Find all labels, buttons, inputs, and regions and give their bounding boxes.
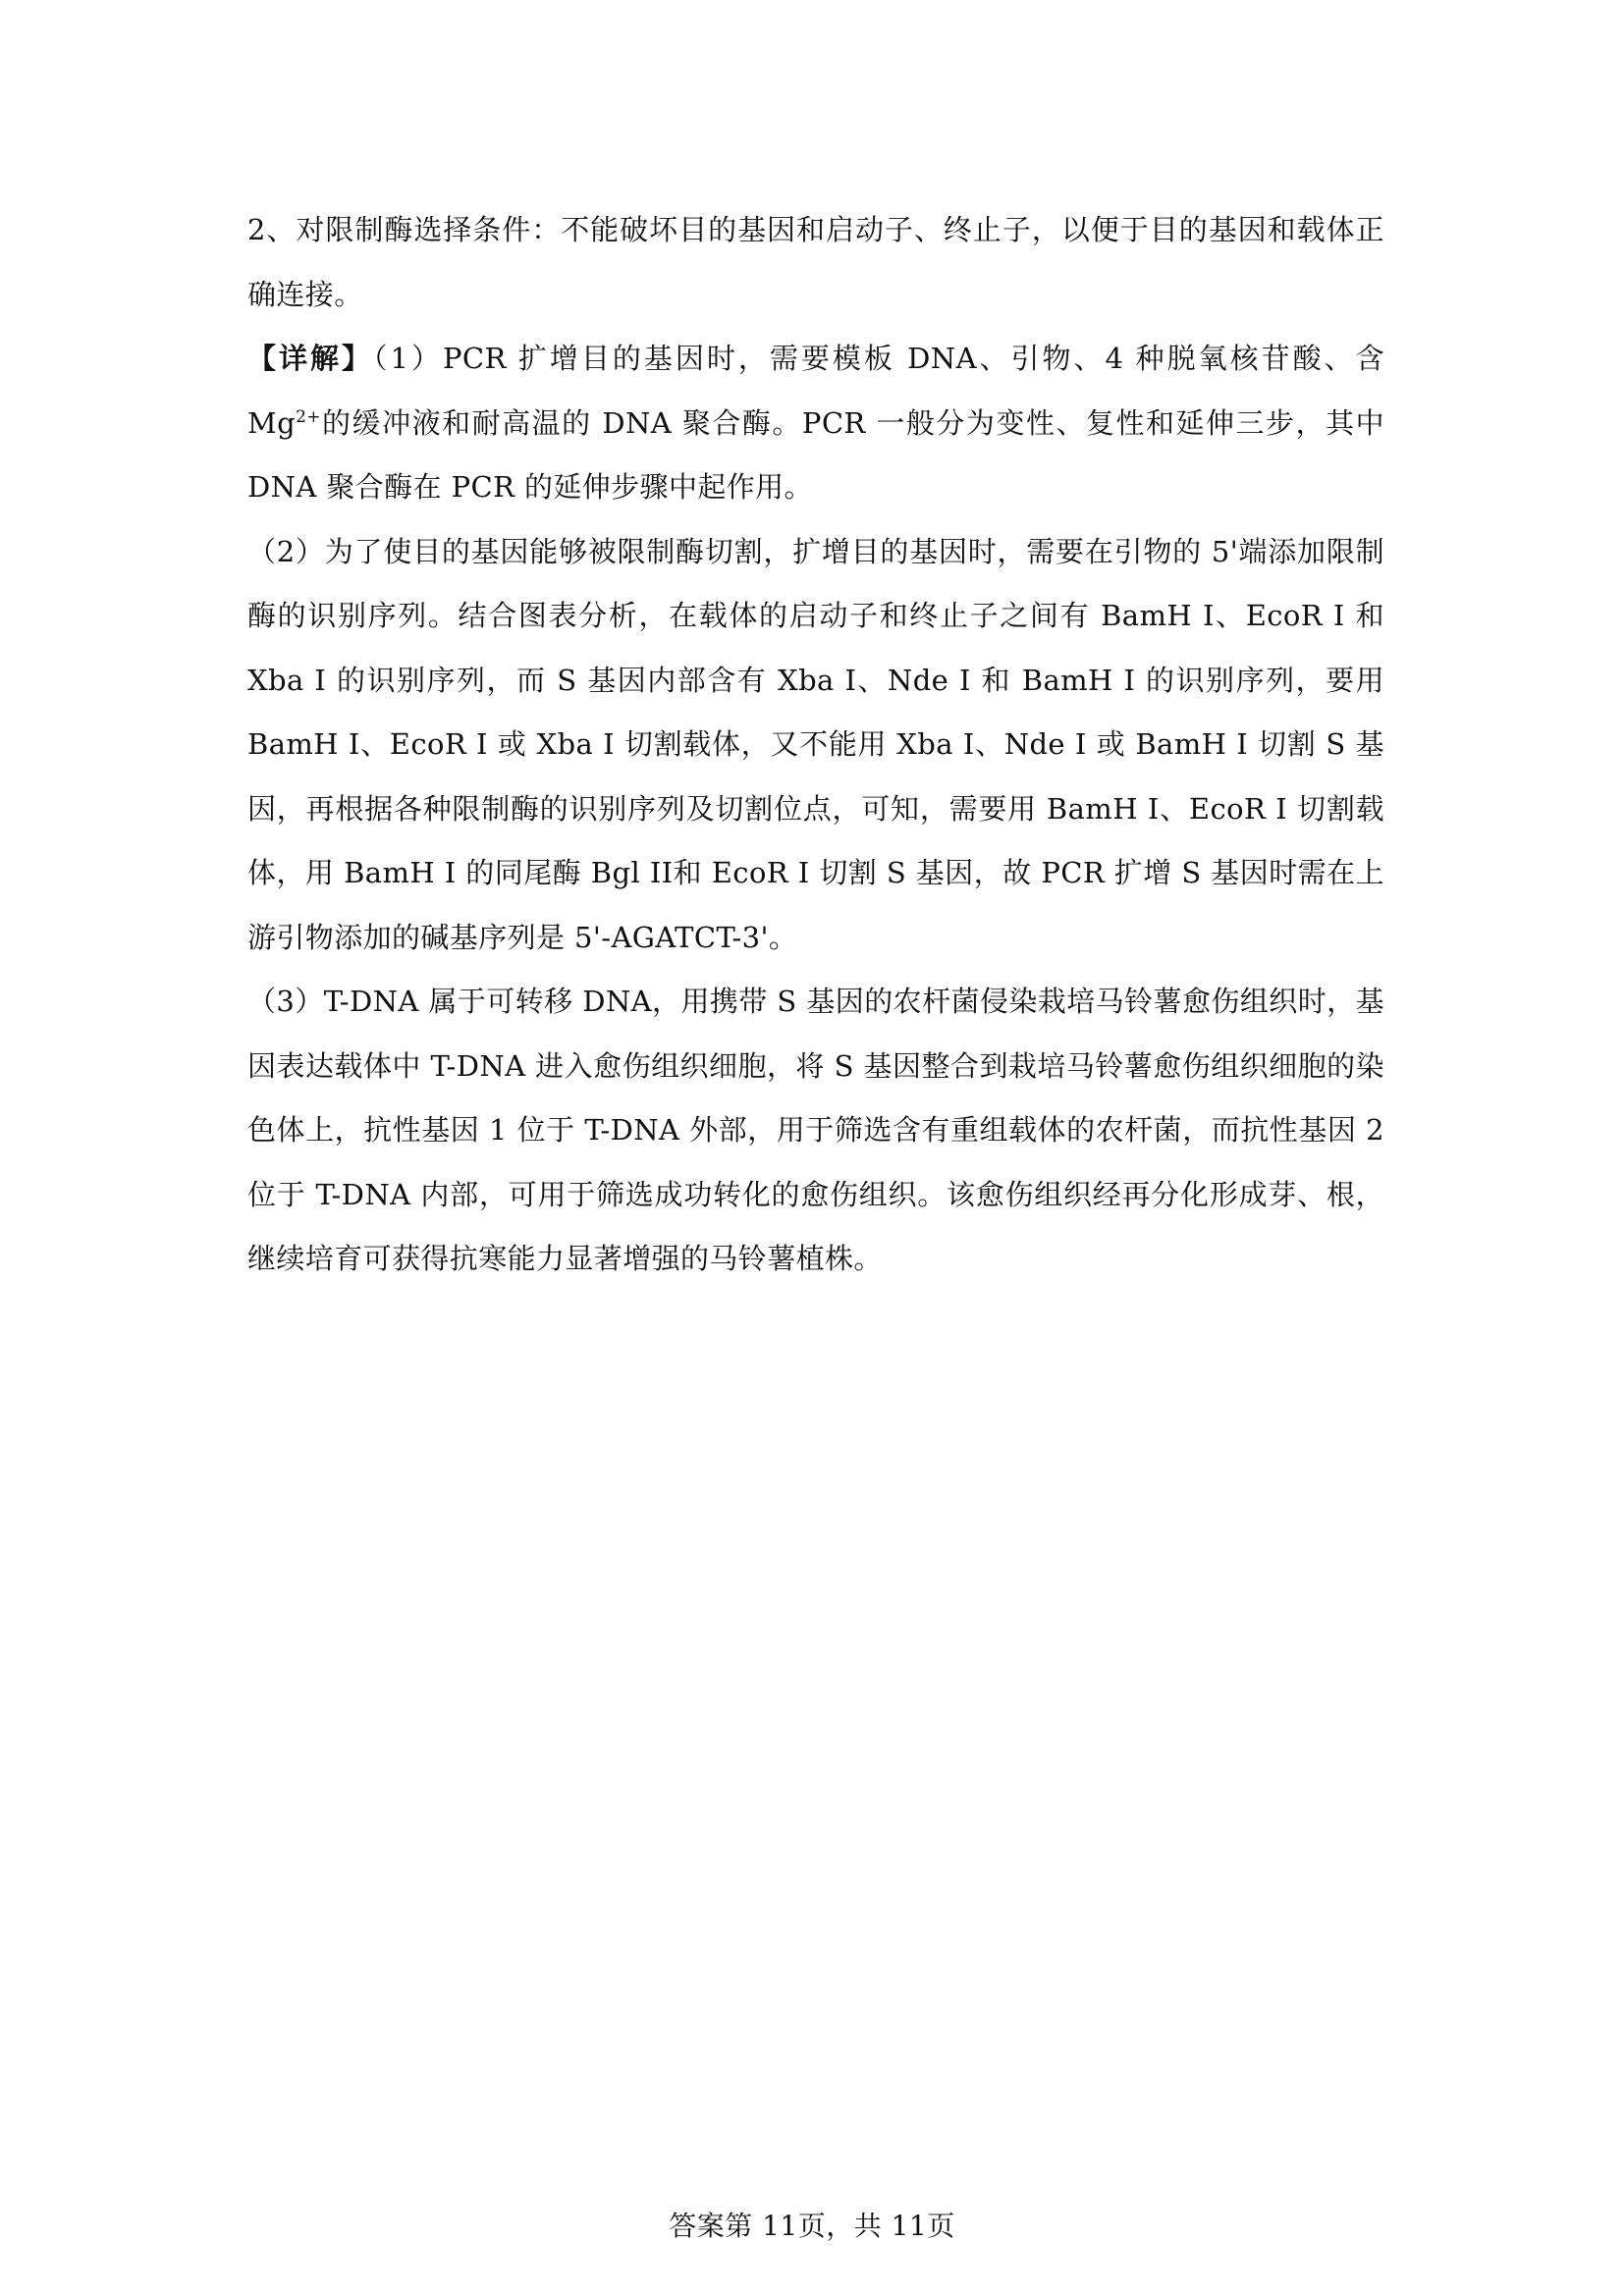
magnesium-charge: 2+ (296, 406, 321, 427)
detail-tag: 【详解】 (247, 342, 374, 375)
paragraph-explanation-2: （2）为了使目的基因能够被限制酶切割，扩增目的基因时，需要在引物的 5'端添加限制酶的识别序列。结合图表分析，在载体的启动子和终止子之间有 BamH I、EcoR I 和 Xba I 的识别序列，而 S 基因内部含有 Xba I、Nde I 和 BamH I 的识别序列，要用 BamH I、EcoR I 或 Xba I 切割载体，又不能用 Xba I、Nde I 或 BamH I 切割 S 基因，再根据各种限制酶的识别序列及切割位点，可知，需要用 BamH I、EcoR I 切割载体，用 BamH I 的同尾酶 Bgl II和 EcoR I 切割 S 基因，故 PCR 扩增 S 基因时需在上游引物添加的碱基序列是 5'-AGATCT-3'。 (247, 534, 1384, 954)
detail-part-1-text: （1）PCR 扩增目的基因时，需要模板 DNA、引物、4 种脱氧核苷酸、含 Mg (247, 342, 1384, 440)
page-footer: 答案第 11页，共 11页 (669, 2210, 955, 2242)
answer-content (247, 198, 1384, 1292)
paragraph-restriction-enzyme-condition: 2、对限制酶选择条件：不能破坏目的基因和启动子、终止子，以便于目的基因和载体正确连接。 (247, 213, 1384, 311)
detail-part-1-text-continued: 的缓冲液和耐高温的 DNA 聚合酶。PCR 一般分为变性、复性和延伸三步，其中 DNA 聚合酶在 PCR 的延伸步骤中起作用。 (247, 405, 1384, 504)
paragraph-explanation-3: （3）T-DNA 属于可转移 DNA，用携带 S 基因的农杆菌侵染栽培马铃薯愈伤组织时，基因表达载体中 T-DNA 进入愈伤组织细胞，将 S 基因整合到栽培马铃薯愈伤组织细胞的染色体上，抗性基因 1 位于 T-DNA 外部，用于筛选含有重组载体的农杆菌，而抗性基因 2 位于 T-DNA 内部，可用于筛选成功转化的愈伤组织。该愈伤组织经再分化形成芽、根，继续培育可获得抗寒能力显著增强的马铃薯植株。 (247, 985, 1384, 1275)
paragraph-detailed-explanation-1 (247, 327, 1384, 520)
